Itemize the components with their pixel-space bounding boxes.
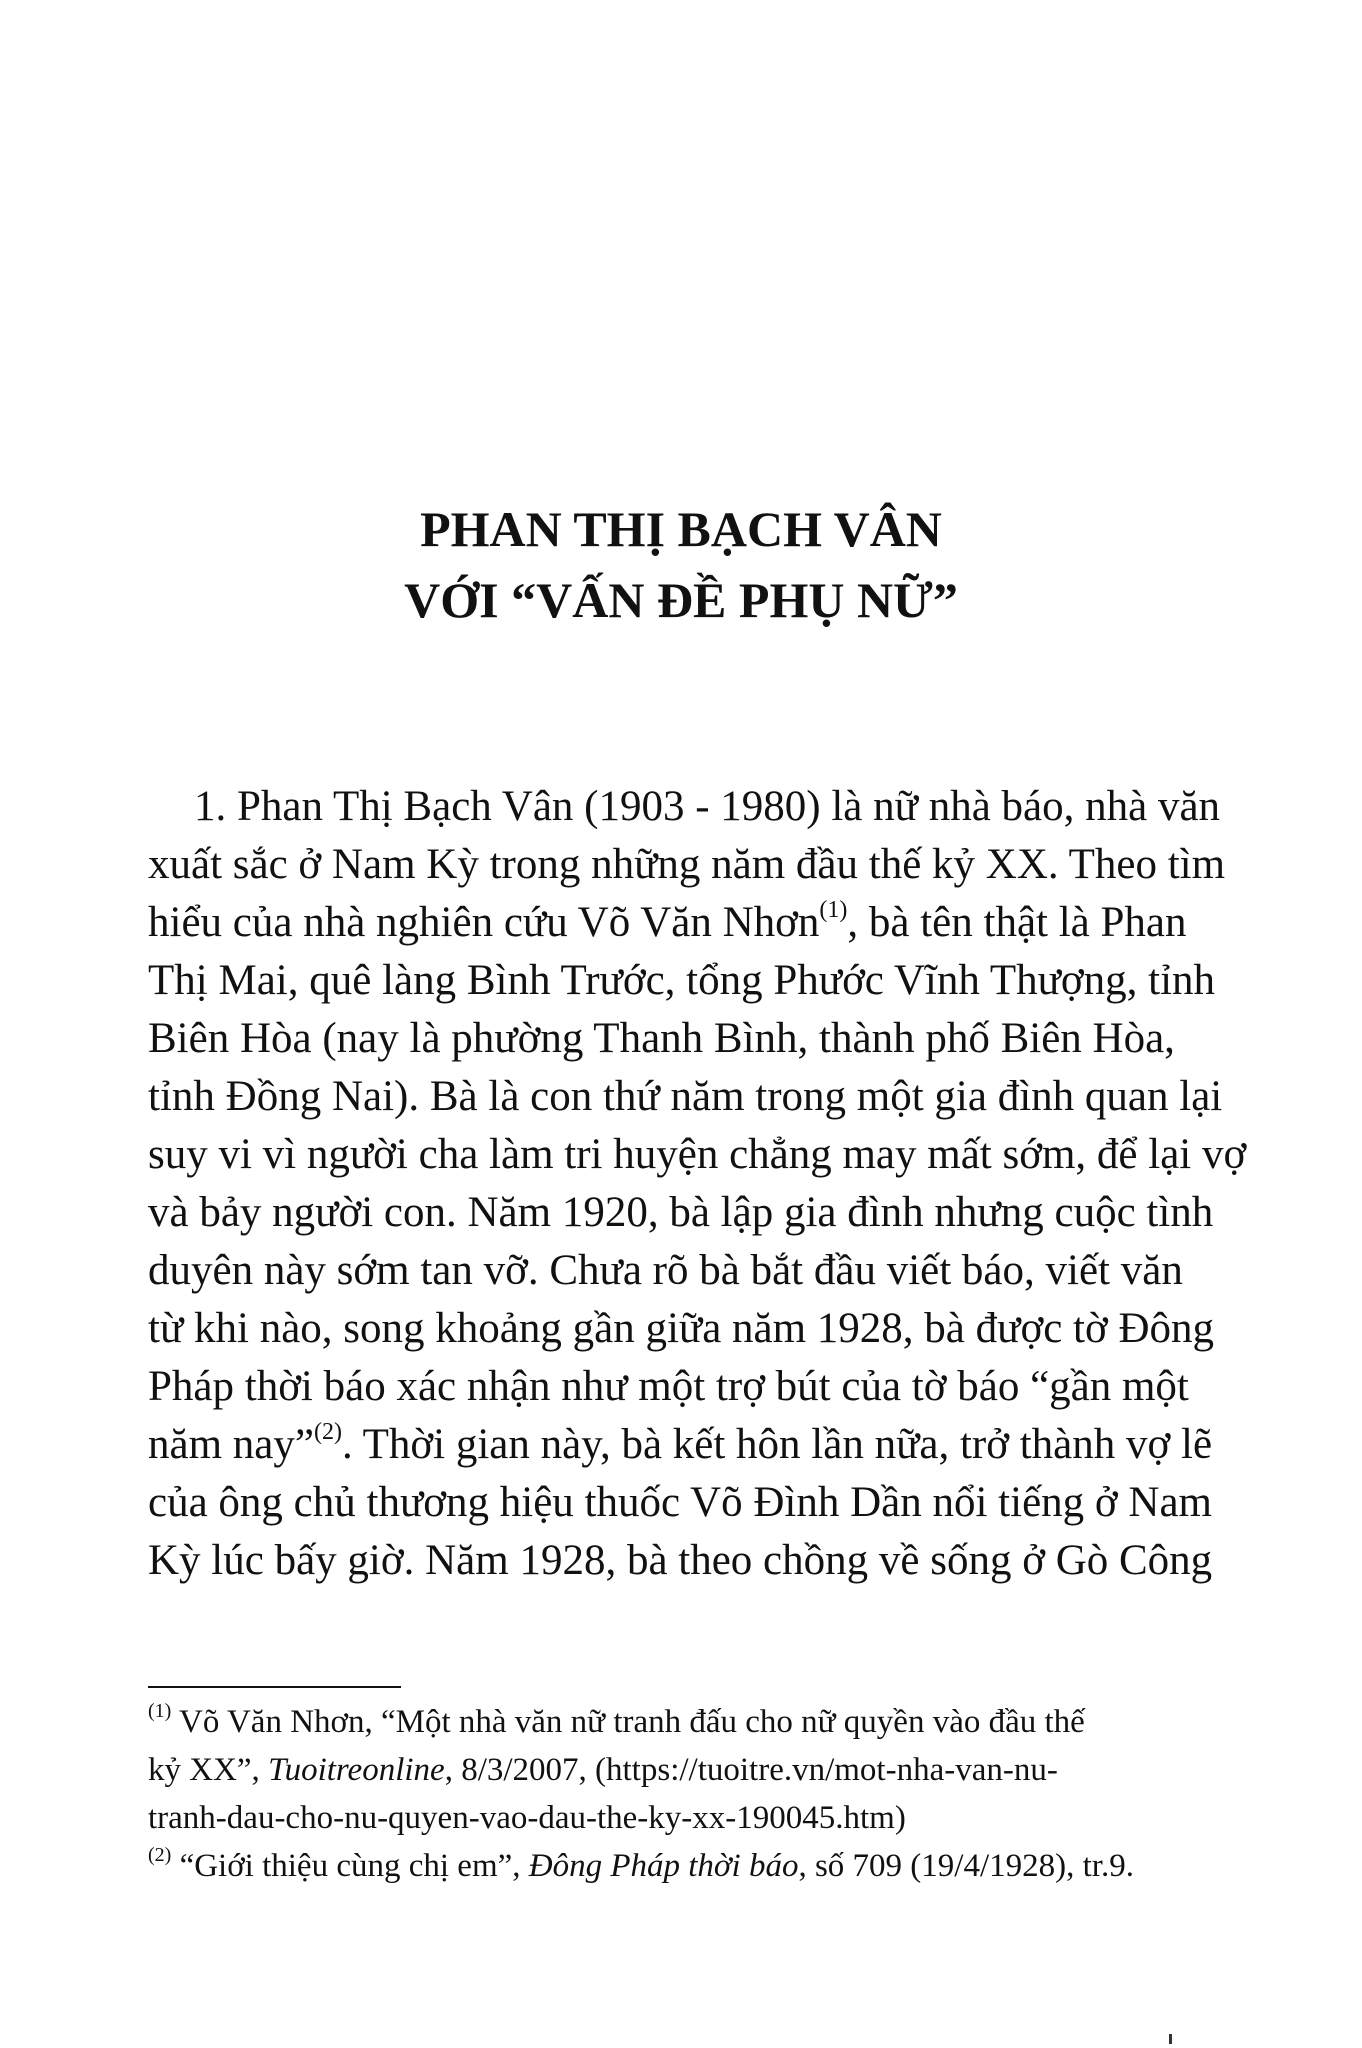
footnote-2-text-a: “Giới thiệu cùng chị em”, xyxy=(171,1848,529,1884)
body-line-12 xyxy=(148,1414,1212,1476)
body-line-3-part-a: hiểu của nhà nghiên cứu Võ Văn Nhơn xyxy=(148,899,820,946)
chapter-title-line-1: PHAN THỊ BẠCH VÂN xyxy=(420,501,942,557)
footnote-ref-1: (1) xyxy=(819,896,848,923)
footnote-1-text-b2: , 8/3/2007, (https://tuoitre.vn/mot-nha-van-nu- xyxy=(444,1752,1058,1788)
footnote-1-text-a: Võ Văn Nhơn, “Một nhà văn nữ tranh đấu cho nữ quyền vào đầu thế xyxy=(171,1704,1085,1740)
scan-mark xyxy=(1169,2034,1172,2044)
footnote-1-line-1 xyxy=(148,1697,1085,1747)
body-line-3-part-b: , bà tên thật là Phan xyxy=(847,899,1187,946)
body-line-7: suy vi vì người cha làm tri huyện chẳng may mất sớm, để lại vợ xyxy=(148,1131,1247,1178)
body-line-1-text: 1. Phan Thị Bạch Vân (1903 - 1980) là nữ nhà báo, nhà văn xyxy=(194,783,1221,830)
footnote-1-source: Tuoitreonline xyxy=(268,1752,445,1788)
footnote-ref-2: (2) xyxy=(313,1418,342,1445)
body-line-12-part-a: năm nay” xyxy=(148,1421,314,1468)
body-line-5: Biên Hòa (nay là phường Thanh Bình, thành phố Biên Hòa, xyxy=(148,1015,1175,1062)
body-line-3 xyxy=(148,892,1187,954)
body-line-1 xyxy=(194,776,1248,838)
footnote-2-source: Đông Pháp thời báo xyxy=(528,1848,799,1884)
body-line-4: Thị Mai, quê làng Bình Trước, tổng Phước Vĩnh Thượng, tỉnh xyxy=(148,957,1216,1004)
footnote-1-text-b1: kỷ XX”, xyxy=(148,1752,269,1788)
body-line-10: từ khi nào, song khoảng gần giữa năm 1928, bà được tờ Đông xyxy=(148,1305,1215,1352)
footnote-1-marker: (1) xyxy=(148,1700,172,1722)
body-line-12-part-b: . Thời gian này, bà kết hôn lần nữa, trở thành vợ lẽ xyxy=(341,1421,1213,1468)
body-line-8: và bảy người con. Năm 1920, bà lập gia đình nhưng cuộc tình xyxy=(148,1189,1214,1236)
footnote-2-line-1 xyxy=(148,1841,1134,1891)
footnote-2-text-b: , số 709 (19/4/1928), tr.9. xyxy=(798,1848,1134,1884)
body-line-6: tỉnh Đồng Nai). Bà là con thứ năm trong một gia đình quan lại xyxy=(148,1073,1223,1120)
body-line-11: Pháp thời báo xác nhận như một trợ bút của tờ báo “gần một xyxy=(148,1363,1189,1410)
chapter-title-line-2: VỚI “VẤN ĐỀ PHỤ NỮ” xyxy=(404,572,958,628)
footnote-divider xyxy=(148,1686,401,1688)
footnote-2-marker: (2) xyxy=(148,1844,172,1866)
body-line-9: duyên này sớm tan vỡ. Chưa rõ bà bắt đầu viết báo, viết văn xyxy=(148,1247,1183,1294)
footnote-1-line-3: tranh-dau-cho-nu-quyen-vao-dau-the-ky-xx-190045.htm) xyxy=(148,1800,906,1836)
body-line-13: của ông chủ thương hiệu thuốc Võ Đình Dần nổi tiếng ở Nam xyxy=(148,1479,1212,1526)
footnote-1-line-2 xyxy=(148,1745,1058,1795)
body-line-2: xuất sắc ở Nam Kỳ trong những năm đầu thế kỷ XX. Theo tìm xyxy=(148,841,1226,888)
body-line-14: Kỳ lúc bấy giờ. Năm 1928, bà theo chồng về sống ở Gò Công xyxy=(148,1537,1213,1584)
